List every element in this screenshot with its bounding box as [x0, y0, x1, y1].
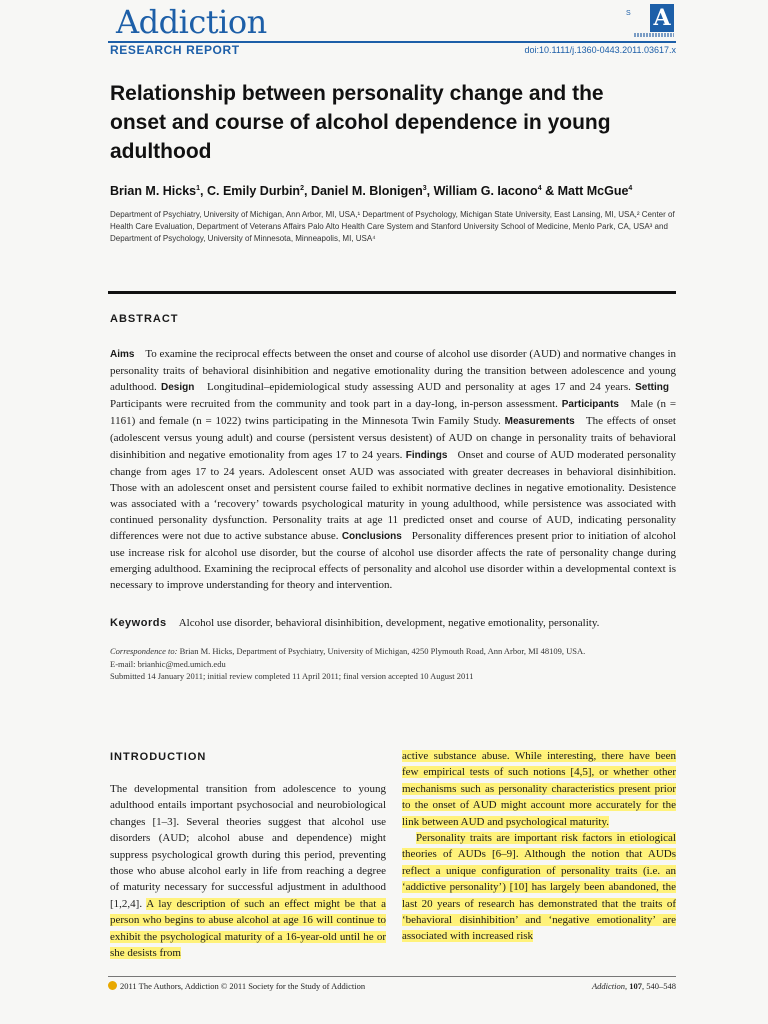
article-meta: [110, 645, 676, 683]
author[interactable]: William G. Iacono: [433, 184, 538, 198]
intro-text: The developmental transition from adolescence to young adulthood entails important psychosocial and neurobiological changes [1–3]. Several theories suggest that alcohol use disorders (AUD; alcohol abuse and dependence) might suppress psychological growth during this period, preventing those who abuse alcohol early in life from reaching a degree of maturity necessary for successful adjustment in adulthood [1,2,4].: [110, 783, 386, 910]
author[interactable]: Brian M. Hicks: [110, 184, 197, 198]
author[interactable]: C. Emily Durbin: [207, 184, 301, 198]
journal-title: Addiction: [116, 3, 267, 41]
design-text: Longitudinal–epidemiological study assessing AUD and personality at ages 17 and 24 years.: [207, 381, 631, 394]
measurements-label: Measurements: [504, 416, 575, 428]
setting-text: Participants were recruited from the community and took part in a day-long, in-person assessment.: [110, 398, 558, 411]
open-access-icon: [108, 981, 117, 990]
highlighted-text[interactable]: active substance abuse. While interesting, there have been few empirical tests of such notions [4,5], or whether other mechanisms such as personality characteristics present prior to the onset of AUD might account more accurately for the link between AUD and psychological maturity.: [402, 750, 676, 828]
participants-text: Male (n = 1161) and female (n = 1022) twins participating in the Minnesota Twin Family Study.: [110, 398, 677, 428]
correspondence-text: Brian M. Hicks, Department of Psychiatry, University of Michigan, 4250 Plymouth Road, Ann Arbor, MI 48109, USA.: [179, 646, 586, 656]
measurements-text: The effects of onset (adolescent versus young adult) and course (persistent versus desistent) of AUD on change in personality traits of behavioral disinhibition and negative emotionality from ages 17 to 24 years.: [110, 415, 676, 461]
author[interactable]: Matt McGue: [557, 184, 629, 198]
aims-text: To examine the reciprocal effects between the onset and course of alcohol use disorder (AUD) and normative changes in personality traits of behavioral disinhibition and negative emotionality during the transition between adolescence and young adulthood.: [110, 348, 676, 394]
correspondence: [110, 645, 676, 658]
correspondence-label: Correspondence to:: [110, 646, 178, 656]
intro-paragraph-2: [402, 830, 676, 945]
affiliations: Department of Psychiatry, University of Michigan, Ann Arbor, MI, USA,¹ Department of Psychology, Michigan State University, East Lansing, MI, USA,² Center of Health Care Evaluation, Department of Veterans Affairs Palo Alto Health Care System and Stanford University School of Medicine, Menlo Park, CA, USA³ and Department of Psychology, University of Minnesota, Minneapolis, MI, USA⁴: [110, 210, 675, 243]
doi-link[interactable]: doi:10.1111/j.1360-0443.2011.03617.x: [524, 45, 676, 55]
author-list: Brian M. Hicks$^1$, C. Emily Durbin$^2$, Daniel M. Blonigen$^3$, William G. Iacono$^4$ & Matt McGue$^4$: [110, 184, 633, 198]
footer-copyright: 2011 The Authors, Addiction © 2011 Society for the Study of Addiction: [108, 981, 365, 991]
abstract-heading: ABSTRACT: [110, 313, 179, 325]
findings-label: Findings: [405, 449, 448, 461]
design-label: Design: [160, 382, 195, 394]
right-column: [402, 748, 676, 945]
highlighted-text[interactable]: A lay description of such an effect might be that a person who begins to abuse alcohol at age 16 will continue to exhibit the psychological maturity of a 16-year-old until he or she desists from: [110, 897, 386, 960]
author[interactable]: Daniel M. Blonigen: [310, 184, 423, 198]
keywords-label: Keywords: [110, 617, 167, 629]
article-title: Relationship between personality change and the onset and course of alcohol dependence in young adulthood: [110, 82, 611, 163]
footer-rule: [108, 976, 676, 977]
findings-text: Onset and course of AUD moderated personality change from ages 17 to 24 years. Adolescent onset AUD was associated with greater decreases in behavioral disinhibition. Those with an adolescent onset and persistent course failed to exhibit normative declines in negative emotionality. Desistence was associated with a ‘recovery’ towards psychological maturity in young adulthood, while persistence was associated with continued personality dysfunction. Personality traits at age 11 predicted onset and course of AUD, indicating personality differences were not due to active substance abuse.: [110, 448, 677, 543]
email-link[interactable]: E-mail: brianhic@med.umich.edu: [110, 658, 226, 669]
journal-logo: [626, 4, 674, 38]
highlighted-text[interactable]: Personality traits are important risk factors in etiological theories of AUDs [6–9]. Although the notion that AUDs reflect a unique configuration of personality traits (i.e. an ‘addictive personality’) [10] has largely been abandoned, the last 20 years of research has demonstrated that the traits of ‘behavioral disinhibition’ and ‘negative emotionality’ are associated with increased risk: [402, 832, 676, 943]
conclusions-label: Conclusions: [341, 531, 402, 543]
logo-small-letter: S: [626, 10, 631, 17]
introduction-heading: INTRODUCTION: [110, 751, 207, 763]
section-label: RESEARCH REPORT: [110, 43, 240, 57]
keywords-text: Alcohol use disorder, behavioral disinhibition, development, negative emotionality, personality.: [178, 617, 600, 629]
logo-society-strip: [634, 33, 674, 37]
intro-paragraph-1-cont: [402, 748, 676, 830]
setting-label: Setting: [635, 382, 670, 394]
footer-citation: Addiction, 107, 540–548: [591, 981, 676, 991]
aims-label: Aims: [110, 349, 135, 360]
abstract-rule: [108, 291, 676, 294]
left-column: [110, 748, 386, 961]
intro-paragraph-1: [110, 781, 386, 961]
submission-dates: Submitted 14 January 2011; initial review completed 11 April 2011; final version accepted 10 August 2011: [110, 671, 474, 681]
abstract-body: [110, 346, 676, 593]
participants-label: Participants: [561, 399, 619, 411]
logo-mark: A: [650, 4, 674, 32]
conclusions-text: Personality differences present prior to initiation of alcohol use increase risk for alcohol use disorder, but the course of alcohol use disorder affects the rate of personality change during emerging adulthood. Examining the reciprocal effects of personality and alcohol use disorder within a developmental context is necessary to improve understanding for theory and intervention.: [110, 530, 677, 592]
keywords: [110, 617, 676, 629]
